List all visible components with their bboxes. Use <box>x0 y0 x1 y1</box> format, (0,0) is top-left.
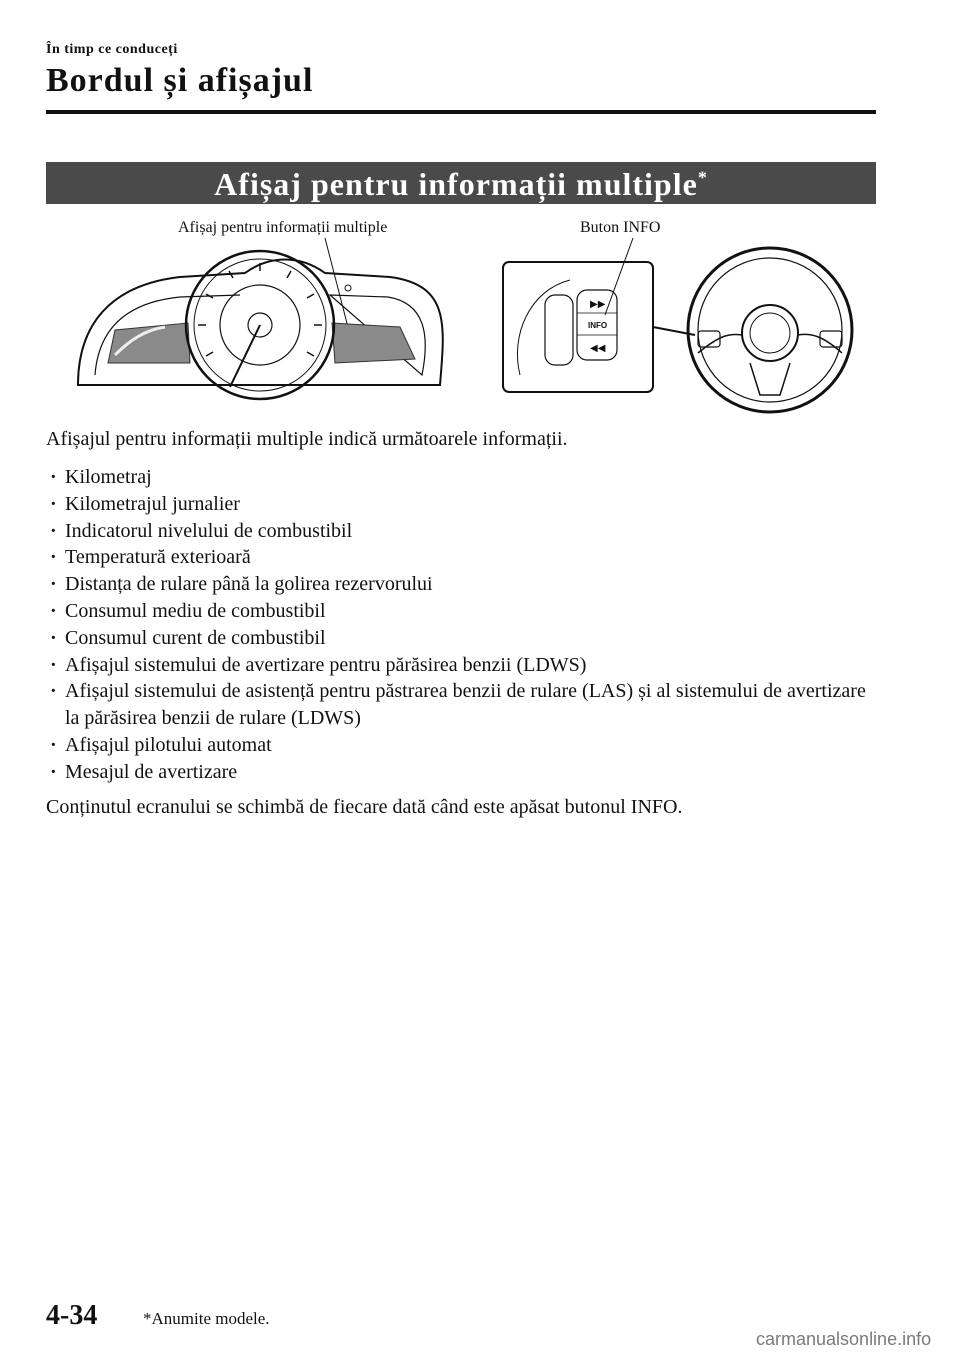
leader-line-display <box>325 238 350 335</box>
chapter-heading: În timp ce conduceți <box>46 42 178 57</box>
footnote: *Anumite modele. <box>143 1309 270 1328</box>
list-item: · Afișajul pilotului automat <box>46 732 876 759</box>
header-rule <box>46 110 876 114</box>
topic-banner <box>46 162 876 204</box>
watermark: carmanualsonline.info <box>756 1329 932 1349</box>
list-item: · Kilometrajul jurnalier <box>46 491 876 518</box>
list-item: · Kilometraj <box>46 464 876 491</box>
list-item: · Consumul mediu de combustibil <box>46 598 876 625</box>
dashboard-illustration <box>70 235 870 425</box>
info-button-label: INFO <box>588 321 608 330</box>
callout-info-button-label: Buton INFO <box>580 219 661 236</box>
info-list <box>46 464 876 786</box>
list-item: · Mesajul de avertizare <box>46 759 876 786</box>
list-item: · Afișajul sistemului de asistență pentru păstrarea benzii de rulare (LAS) și al sistemului de avertizare la părăsirea benzii de rulare (LDWS) <box>46 678 876 732</box>
list-item: · Distanța de rulare până la golirea rezervorului <box>46 571 876 598</box>
list-item: · Afișajul sistemului de avertizare pentru părăsirea benzii (LDWS) <box>46 652 876 679</box>
info-button-closeup <box>503 262 695 392</box>
section-title: Bordul și afișajul <box>46 62 314 99</box>
list-item: · Temperatură exterioară <box>46 544 876 571</box>
callout-display-label: Afișaj pentru informații multiple <box>178 219 388 236</box>
svg-text:▶▶: ▶▶ <box>590 299 606 310</box>
closing-paragraph: Conținutul ecranului se schimbă de fiecare dată când este apăsat butonul INFO. <box>46 796 683 818</box>
banner-asterisk: * <box>697 167 708 188</box>
leader-line-info <box>605 238 633 315</box>
page-number: 4-34 <box>46 1300 98 1331</box>
instrument-cluster <box>78 251 443 399</box>
steering-wheel <box>688 248 852 412</box>
intro-paragraph: Afișajul pentru informații multiple indică următoarele informații. <box>46 428 568 450</box>
list-item: · Consumul curent de combustibil <box>46 625 876 652</box>
list-item: · Indicatorul nivelului de combustibil <box>46 518 876 545</box>
svg-text:◀◀: ◀◀ <box>590 343 606 354</box>
banner-title: Afișaj pentru informații multiple <box>214 166 698 202</box>
speedometer-ticks <box>198 263 322 356</box>
